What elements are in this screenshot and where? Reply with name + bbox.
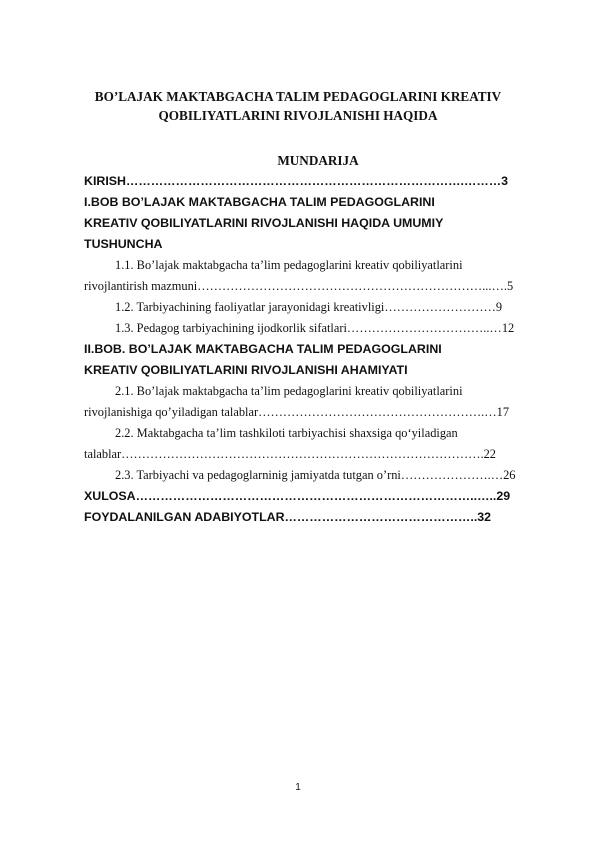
document-title bbox=[70, 87, 526, 125]
toc-entry: 1.2. Tarbiyachining faoliyatlar jarayonidagi kreativligi………………………9 bbox=[115, 300, 503, 314]
toc-entry: II.BOB. BO’LAJAK MAKTABGACHA TALIM PEDAGOGLARINI bbox=[84, 342, 442, 356]
toc-entry: 1.1. Bo’lajak maktabgacha ta’lim pedagoglarini kreativ qobiliyatlarini bbox=[115, 258, 463, 272]
toc-entry: XULOSA………………………………………………………………………..…..29 bbox=[84, 489, 511, 503]
toc-entry: KREATIV QOBILIYATLARINI RIVOJLANISHI HAQIDA UMUMIY bbox=[84, 216, 444, 230]
toc-entry: KREATIV QOBILIYATLARINI RIVOJLANISHI AHAMIYATI bbox=[84, 363, 408, 377]
table-of-contents bbox=[84, 171, 553, 528]
contents-heading: MUNDARIJA bbox=[277, 153, 359, 168]
toc-entry: I.BOB BO’LAJAK MAKTABGACHA TALIM PEDAGOGLARINI bbox=[84, 195, 435, 209]
toc-entry: rivojlanishiga qo’yiladigan talablar……………………………………………….…17 bbox=[84, 405, 510, 419]
title-line-2: QOBILIYATLARINI RIVOJLANISHI HAQIDA bbox=[158, 108, 438, 123]
page-number: 1 bbox=[295, 782, 301, 793]
toc-entry: KIRISH……………………………………………………………………….………3 bbox=[84, 174, 509, 188]
toc-entry: 2.1. Bo’lajak maktabgacha ta’lim pedagoglarini kreativ qobiliyatlarini bbox=[115, 384, 463, 398]
toc-entry: 2.3. Tarbiyachi va pedagoglarninig jamiyatda tutgan o’rni………………….…26 bbox=[115, 468, 516, 482]
title-line-1: BO’LAJAK MAKTABGACHA TALIM PEDAGOGLARINI KREATIV bbox=[94, 89, 502, 104]
toc-entry: FOYDALANILGAN ADABIYOTLAR………………………………………..32 bbox=[84, 510, 492, 524]
toc-entry: TUSHUNCHA bbox=[84, 237, 163, 251]
toc-entry: 1.3. Pedagog tarbiyachining ijodkorlik sifatlari……………………………..…12 bbox=[115, 321, 515, 335]
toc-entry: talablar…………………………………………………………………………….22 bbox=[84, 447, 496, 461]
toc-entry: 2.2. Maktabgacha ta’lim tashkiloti tarbiyachisi shaxsiga qo‘yiladigan bbox=[115, 426, 458, 440]
toc-entry: rivojlantirish mazmuni……………………………………………………………...….5 bbox=[84, 279, 514, 293]
